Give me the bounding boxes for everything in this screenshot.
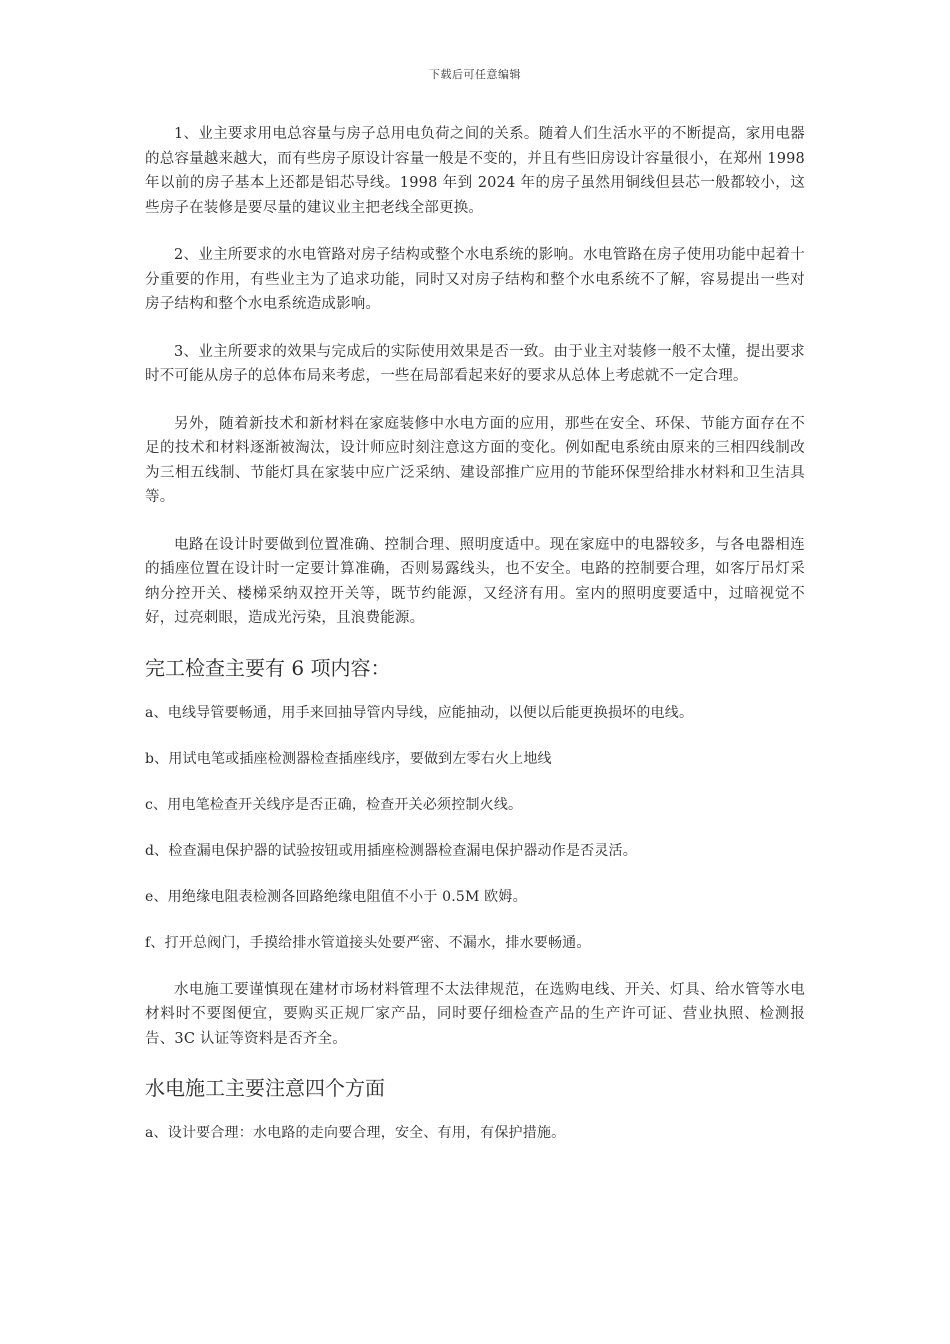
- paragraph-4: 另外，随着新技术和新材料在家庭装修中水电方面的应用，那些在安全、环保、节能方面存在不足的技术和材料逐渐被淘汰，设计师应时刻注意这方面的变化。例如配电系统由原来的三相四线制改为三相五线制、节能灯具在家装中应广泛采纳、建设部推广应用的节能环保型给排水材料和卫生洁具等。: [145, 415, 805, 505]
- construction-item-a: a、设计要合理：水电路的走向要合理，安全、有用，有保护措施。: [145, 1125, 566, 1141]
- header-note: 下载后可任意编辑: [429, 68, 521, 81]
- inspection-item-b: b、用试电笔或插座检测器检查插座线序，要做到左零右火上地线: [145, 750, 552, 767]
- paragraph-1: 1、业主要求用电总容量与房子总用电负荷之间的关系。随着人们生活水平的不断提高，家用电器的总容量越来越大，而有些房子原设计容量一般是不变的，并且有些旧房设计容量很小，在郑州 1998 年以前的房子基本上还都是铝芯导线。1998 年到 2024 年的房子虽然用铜线但县芯一般都较小，这些房子在装修是要尽量的建议业主把老线全部更换。: [145, 126, 805, 216]
- paragraph-materials: 水电施工要谨慎现在建材市场材料管理不太法律规范，在选购电线、开关、灯具、给水管等水电材料时不要图便宜，要购买正规厂家产品，同时要仔细检查产品的生产许可证、营业执照、检测报告、3C 认证等资料是否齐全。: [145, 981, 805, 1047]
- inspection-item-c: c、用电笔检查开关线序是否正确，检查开关必须控制火线。: [145, 796, 523, 813]
- section-heading-construction: 水电施工主要注意四个方面: [145, 1076, 385, 1100]
- paragraph-3: 3、业主所要求的效果与完成后的实际使用效果是否一致。由于业主对装修一般不太懂，提出要求时不可能从房子的总体布局来考虑，一些在局部看起来好的要求从总体上考虑就不一定合理。: [145, 343, 805, 384]
- inspection-item-e: e、用绝缘电阻表检测各回路绝缘电阻值不小于 0.5M 欧姆。: [145, 888, 527, 905]
- inspection-item-a: a、电线导管要畅通，用手来回抽导管内导线，应能抽动，以便以后能更换损坏的电线。: [145, 704, 694, 721]
- paragraph-5: 电路在设计时要做到位置准确、控制合理、照明度适中。现在家庭中的电器较多，与各电器相连的插座位置在设计时一定要计算准确，否则易露线头，也不安全。电路的控制要合理，如客厅吊灯采纳分控开关、楼梯采纳双控开关等，既节约能源，又经济有用。室内的照明度要适中，过暗视觉不好，过亮刺眼，造成光污染，且浪费能源。: [145, 536, 805, 626]
- paragraph-2: 2、业主所要求的水电管路对房子结构或整个水电系统的影响。水电管路在房子使用功能中起着十分重要的作用，有些业主为了追求功能，同时又对房子结构和整个水电系统不了解，容易提出一些对房子结构和整个水电系统造成影响。: [145, 247, 805, 312]
- inspection-item-d: d、检查漏电保护器的试验按钮或用插座检测器检查漏电保护器动作是否灵活。: [145, 842, 637, 859]
- inspection-item-f: f、打开总阀门，手摸给排水管道接头处要严密、不漏水，排水要畅通。: [145, 934, 591, 951]
- document-body: [145, 122, 805, 1168]
- section-heading-inspection: 完工检查主要有 6 项内容：: [145, 655, 391, 680]
